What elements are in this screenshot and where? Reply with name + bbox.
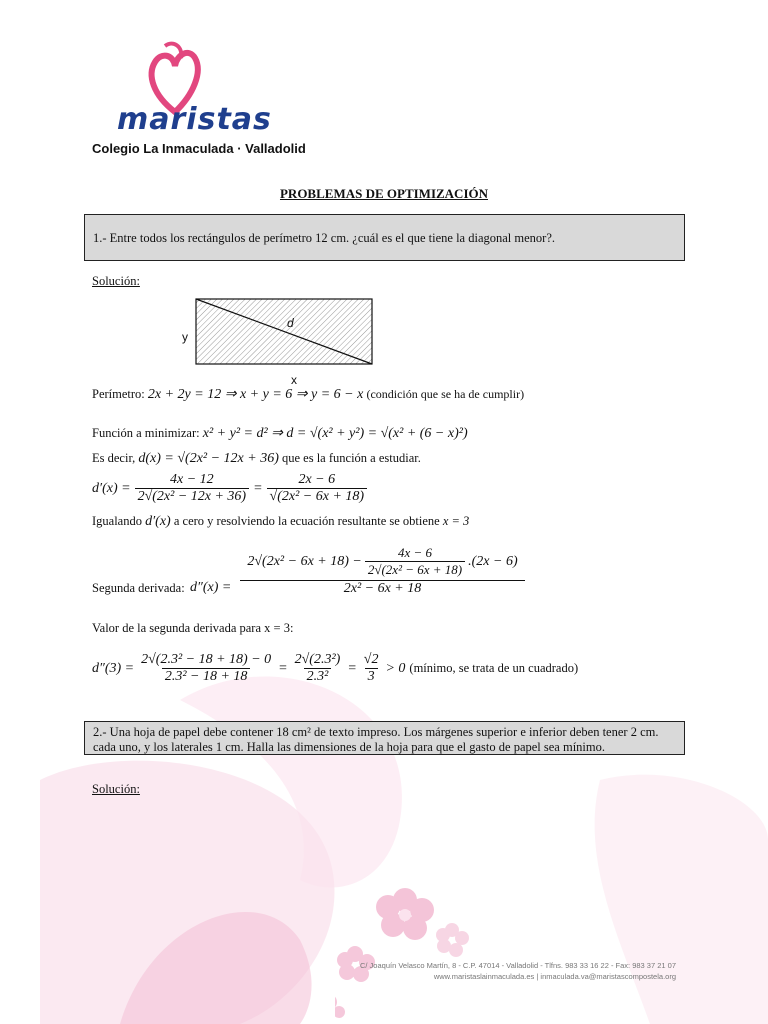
page-title: PROBLEMAS DE OPTIMIZACIÓN: [279, 186, 489, 201]
problem-2-solution-label: Solución:: [92, 782, 140, 796]
igualando-line: [92, 514, 469, 530]
first-derivative-lhs: d′(x) =: [92, 480, 131, 496]
valor-fraction-3: [361, 652, 382, 685]
fraction-numerator: 4x − 6: [397, 545, 432, 560]
segunda-derivada-lhs: d″(x) =: [190, 580, 232, 595]
fraction-denominator: 3: [365, 668, 378, 685]
es-decir-equation: d(x) = √(2x² − 12x + 36): [138, 451, 279, 466]
valor-lhs: d″(3) =: [92, 660, 135, 676]
footer-address: C/ Joaquín Velasco Martín, 8 - C.P. 47014 - Valladolid - Tlfns. 983 33 16 22 - Fax: 983 37 21 07: [359, 961, 676, 970]
igualando-expression: d′(x): [145, 514, 171, 529]
diagram-label-d: d: [287, 316, 294, 330]
fraction-denominator: 2.3² − 18 + 18: [162, 668, 251, 685]
diagram-label-x: x: [291, 373, 297, 387]
es-decir-note: que es la función a estudiar.: [282, 451, 421, 465]
diagram-label-y: y: [182, 330, 188, 344]
problem-2-statement: 2.- Una hoja de papel debe contener 18 cm² de texto impreso. Los márgenes superior e inferior deben tener 2 cm. cada uno, y los laterales 1 cm. Halla las dimensiones de la hoja para que el gasto de papel sea mínimo.: [93, 725, 659, 754]
first-derivative-fraction-1: [135, 472, 250, 505]
valor-fraction-2: [292, 652, 344, 685]
perimetro-note: (condición que se ha de cumplir): [366, 387, 525, 401]
valor-equation: d″(3) = $\frac{\text{2√(2.3² − 18 + 18) − 0}}{\text{2.3² − 18 + 18}}$ = $\frac{\text{2√(2.3²)}}{\text{2.3²}}$ = $\frac{√2}{3}$ > 0 (mínimo, se trata de un cuadrado): [92, 652, 579, 684]
footer-web: www.maristaslainmaculada.es | inmaculada.va@maristascompostela.org: [433, 972, 676, 981]
funcion-equation: x² + y² = d² ⇒ d = √(x² + y²) = √(x² + (6 − x)²): [202, 426, 468, 441]
logo-wordmark: maristas: [117, 102, 272, 137]
segunda-derivada-fraction: [240, 545, 525, 597]
rectangle-diagonal-diagram: [195, 298, 375, 368]
segunda-inner-fraction: [365, 545, 465, 578]
perimetro-line: [92, 386, 524, 403]
fraction-denominator: √(2x² − 6x + 18): [267, 488, 368, 505]
fraction-denominator: 2√(2x² − 12x + 36): [135, 488, 250, 505]
perimetro-label: Perímetro:: [92, 387, 145, 401]
igualando-rest: a cero y resolviendo la ecuación resultante se obtiene: [173, 514, 440, 528]
fraction-numerator: 2√(2.3²): [294, 652, 341, 667]
fraction-denominator: 2.3²: [304, 668, 332, 685]
valor-fraction-1: [138, 652, 274, 685]
segunda-numerator-part-a: 2√(2x² − 6x + 18) −: [247, 553, 362, 569]
perimetro-equation: 2x + 2y = 12 ⇒ x + y = 6 ⇒ y = 6 − x: [147, 387, 364, 402]
fraction-numerator: √2: [363, 652, 379, 667]
es-decir-line: [92, 451, 421, 467]
fraction-numerator: 2x − 6: [298, 472, 336, 487]
problem-2-statement-box: [84, 721, 685, 755]
problem-1-statement: 1.- Entre todos los rectángulos de perímetro 12 cm. ¿cuál es el que tiene la diagonal menor?.: [93, 231, 555, 245]
valor-label: Valor de la segunda derivada para x = 3:: [92, 621, 294, 635]
funcion-label: Función a minimizar:: [92, 426, 200, 440]
segunda-numerator-part-b: .(2x − 6): [468, 553, 518, 569]
valor-note: (mínimo, se trata de un cuadrado): [409, 661, 579, 675]
fraction-numerator: 4x − 12: [169, 472, 214, 487]
problem-1-statement-box: [84, 214, 685, 261]
igualando-text: Igualando: [92, 514, 142, 528]
segunda-derivada-label: Segunda derivada:: [92, 581, 185, 595]
school-name: Colegio La Inmaculada · Valladolid: [92, 141, 306, 156]
fraction-numerator: 2√(2.3² − 18 + 18) − 0: [141, 652, 272, 667]
es-decir-label: Es decir,: [92, 451, 136, 465]
funcion-line: [92, 425, 468, 442]
fraction-denominator: 2√(2x² − 6x + 18): [365, 561, 465, 578]
valor-result: > 0: [385, 660, 406, 676]
segunda-denominator: 2x² − 6x + 18: [240, 580, 525, 597]
problem-1-solution-label: Solución:: [92, 274, 140, 288]
first-derivative: d′(x) = $\frac{4x - 12}{\text{2√(2x² − 12x + 36)}}$ = $\frac{2x - 6}{\text{√(2x² − 6x + 18)}}$: [92, 472, 367, 505]
igualando-result: x = 3: [442, 514, 470, 528]
small-flower-decoration: [335, 940, 395, 1024]
first-derivative-fraction-2: [267, 472, 368, 505]
